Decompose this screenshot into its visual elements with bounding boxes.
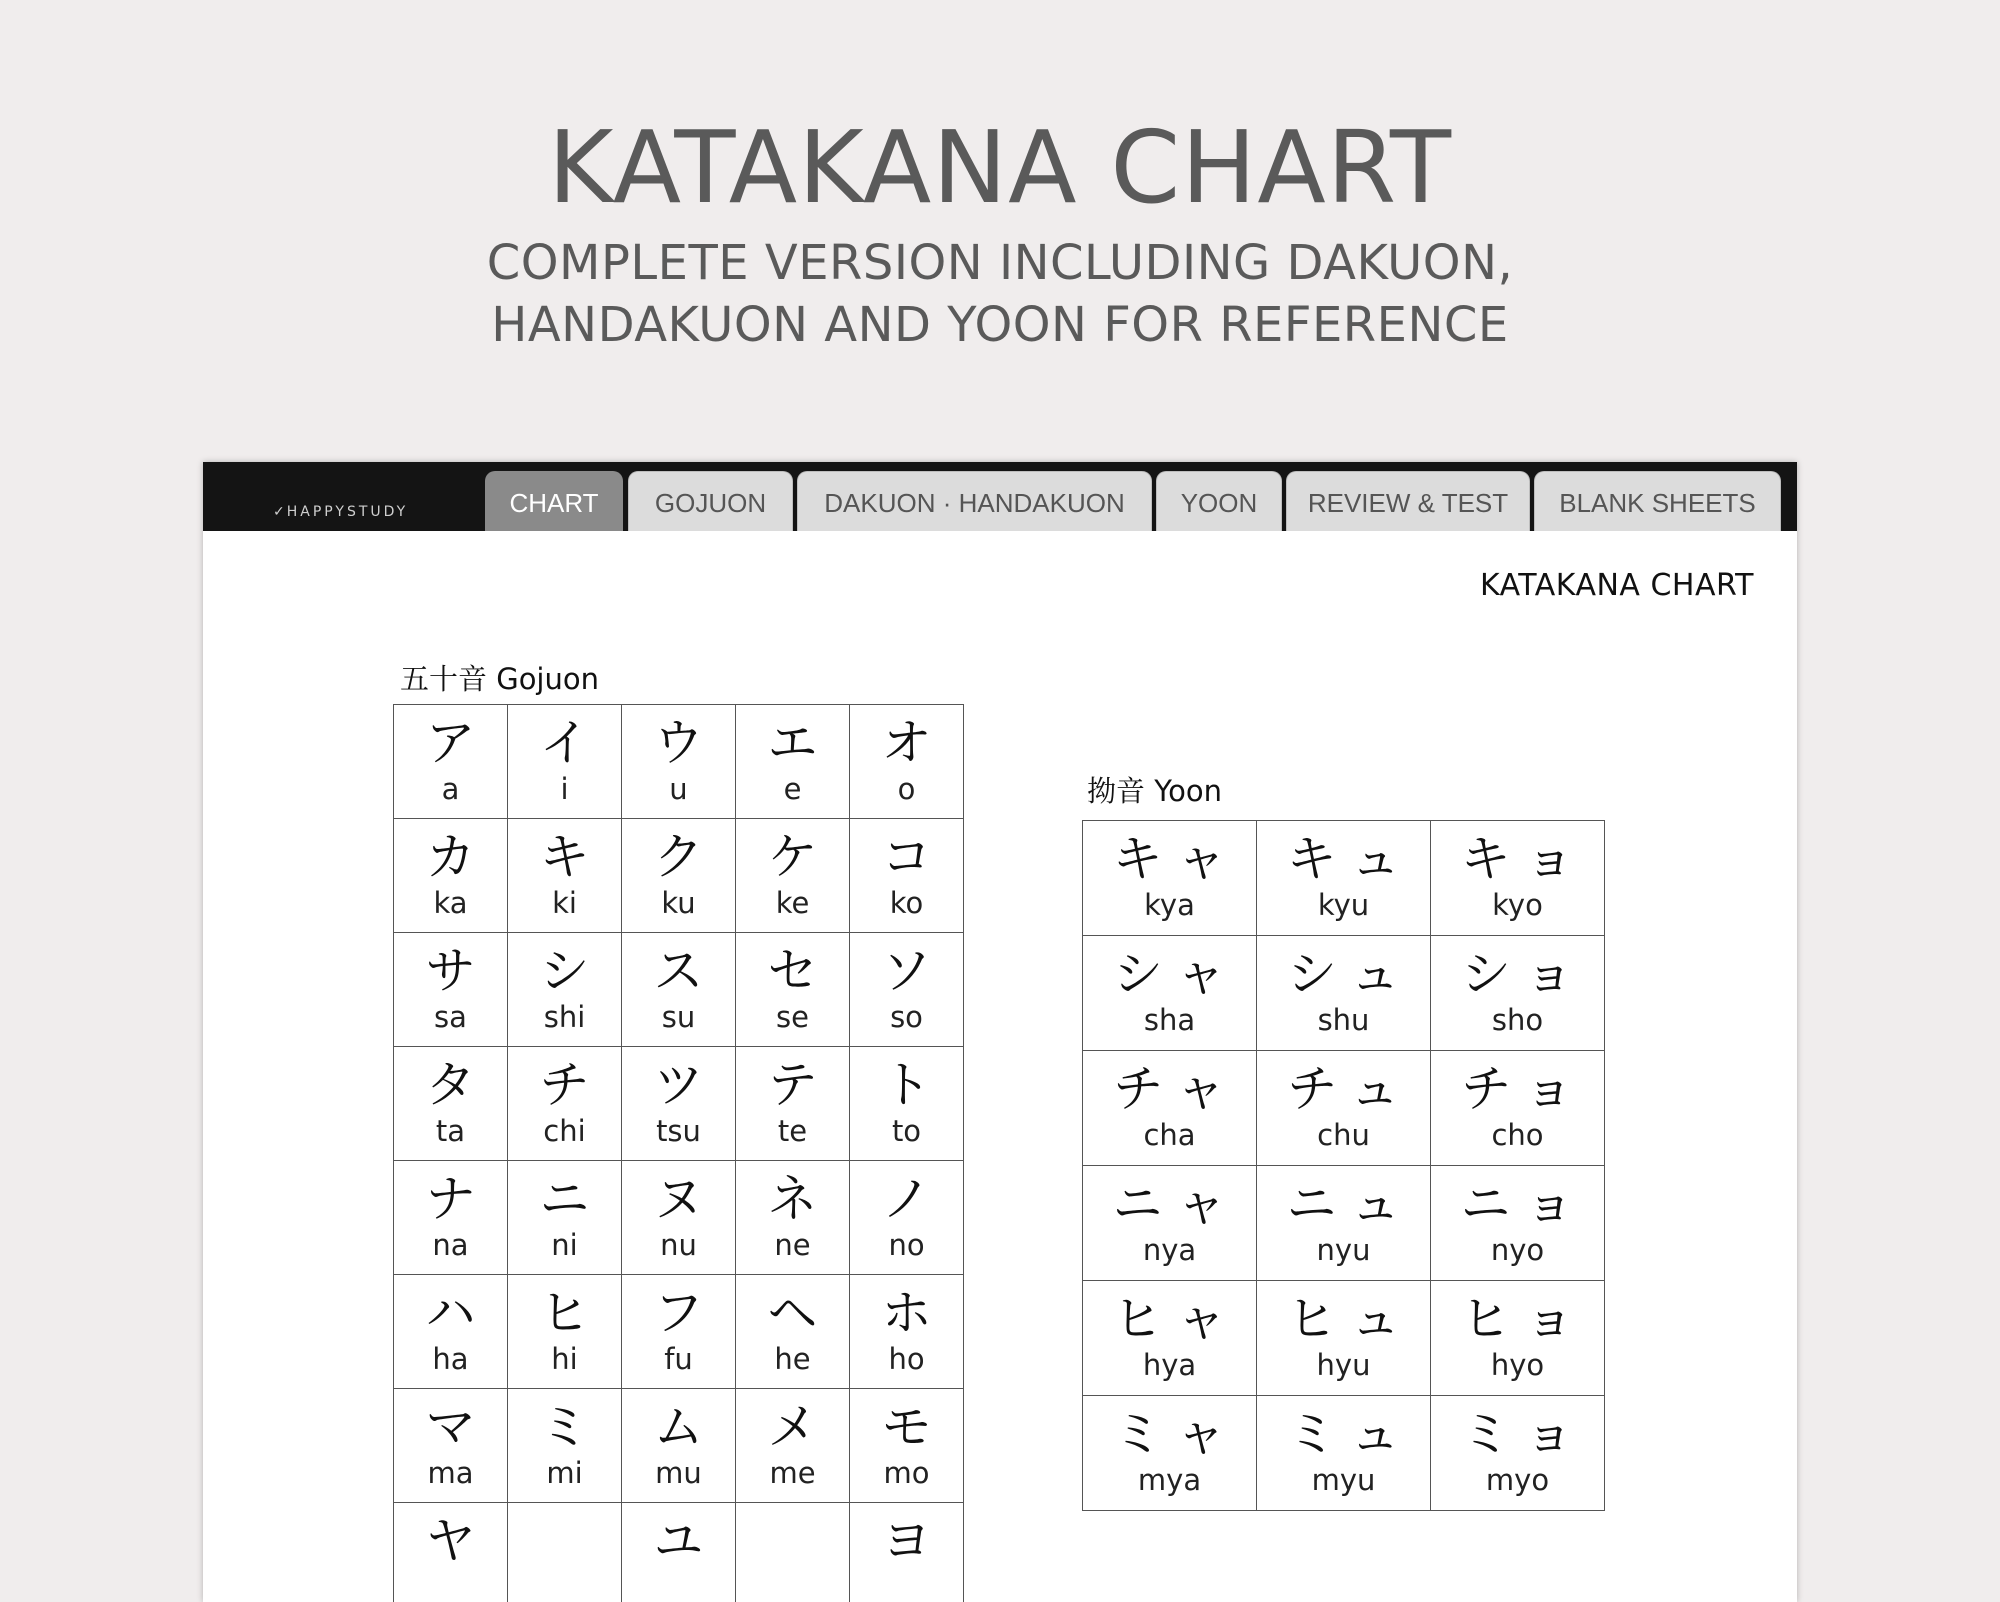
kana-character: ミャ	[1083, 1404, 1256, 1464]
romaji-label: sha	[1083, 1005, 1256, 1035]
kana-character: セ	[736, 941, 849, 1001]
kana-character: マ	[394, 1397, 507, 1457]
gojuon-cell	[736, 933, 850, 1047]
romaji-label: mu	[622, 1458, 735, 1488]
kana-character: ア	[394, 713, 507, 773]
gojuon-table	[393, 704, 964, 1602]
gojuon-cell	[394, 1275, 508, 1389]
kana-character: シャ	[1083, 944, 1256, 1004]
yoon-cell	[1083, 1281, 1257, 1396]
yoon-title: 拗音 Yoon	[1087, 769, 1222, 810]
kana-character: ヨ	[850, 1511, 963, 1571]
gojuon-row	[394, 1047, 964, 1161]
kana-character: モ	[850, 1397, 963, 1457]
kana-character: フ	[622, 1283, 735, 1343]
yoon-cell	[1257, 1051, 1431, 1166]
romaji-label: tsu	[622, 1116, 735, 1146]
kana-character	[508, 1511, 621, 1571]
gojuon-cell	[622, 819, 736, 933]
tab-dakuon-handakuon[interactable]: DAKUON · HANDAKUON	[797, 471, 1152, 531]
gojuon-cell	[394, 1047, 508, 1161]
hero-subtitle	[0, 232, 2000, 356]
romaji-label: me	[736, 1458, 849, 1488]
kana-character: ト	[850, 1055, 963, 1115]
romaji-label: sa	[394, 1002, 507, 1032]
romaji-label: nya	[1083, 1235, 1256, 1265]
gojuon-row	[394, 1503, 964, 1602]
romaji-label: ke	[736, 888, 849, 918]
kana-character: ツ	[622, 1055, 735, 1115]
yoon-cell	[1431, 1051, 1605, 1166]
gojuon-title: 五十音 Gojuon	[400, 657, 599, 698]
gojuon-cell	[850, 1503, 964, 1602]
gojuon-cell	[736, 705, 850, 819]
romaji-label: mo	[850, 1458, 963, 1488]
romaji-label: myu	[1257, 1465, 1430, 1495]
kana-character: ヒョ	[1431, 1289, 1604, 1349]
kana-character: シ	[508, 941, 621, 1001]
romaji-label: nyo	[1431, 1235, 1604, 1265]
tab-yoon[interactable]: YOON	[1156, 471, 1282, 531]
romaji-label: he	[736, 1344, 849, 1374]
gojuon-row	[394, 1389, 964, 1503]
gojuon-cell	[508, 1389, 622, 1503]
romaji-label: nu	[622, 1230, 735, 1260]
gojuon-cell	[622, 705, 736, 819]
romaji-label: hyo	[1431, 1350, 1604, 1380]
yoon-table	[1082, 820, 1605, 1511]
romaji-label: shu	[1257, 1005, 1430, 1035]
romaji-label: i	[508, 774, 621, 804]
kana-character: ヒュ	[1257, 1289, 1430, 1349]
romaji-label: ne	[736, 1230, 849, 1260]
romaji-label: se	[736, 1002, 849, 1032]
kana-character: ソ	[850, 941, 963, 1001]
hero-subtitle-line-2: HANDAKUON AND YOON FOR REFERENCE	[0, 294, 2000, 356]
kana-character: チョ	[1431, 1059, 1604, 1119]
romaji-label: ka	[394, 888, 507, 918]
tab-review-test[interactable]: REVIEW & TEST	[1286, 471, 1530, 531]
hero-subtitle-line-1: COMPLETE VERSION INCLUDING DAKUON,	[0, 232, 2000, 294]
kana-character: ミョ	[1431, 1404, 1604, 1464]
gojuon-cell	[736, 1503, 850, 1602]
gojuon-cell	[508, 1275, 622, 1389]
yoon-cell	[1431, 1396, 1605, 1511]
yoon-cell	[1431, 1281, 1605, 1396]
gojuon-cell	[394, 1161, 508, 1275]
kana-character: ホ	[850, 1283, 963, 1343]
gojuon-row	[394, 1275, 964, 1389]
yoon-row	[1083, 1396, 1605, 1511]
gojuon-cell	[508, 1161, 622, 1275]
kana-character: ネ	[736, 1169, 849, 1229]
romaji-label: shi	[508, 1002, 621, 1032]
kana-character	[736, 1511, 849, 1571]
romaji-label: hya	[1083, 1350, 1256, 1380]
gojuon-cell	[850, 1047, 964, 1161]
kana-character: ヒ	[508, 1283, 621, 1343]
gojuon-cell	[394, 705, 508, 819]
gojuon-cell	[394, 1503, 508, 1602]
gojuon-row	[394, 1161, 964, 1275]
kana-character: ニョ	[1431, 1174, 1604, 1234]
kana-character: ヒャ	[1083, 1289, 1256, 1349]
romaji-label: myo	[1431, 1465, 1604, 1495]
gojuon-cell	[736, 819, 850, 933]
gojuon-cell	[622, 1161, 736, 1275]
kana-character: ム	[622, 1397, 735, 1457]
romaji-label: su	[622, 1002, 735, 1032]
romaji-label: ko	[850, 888, 963, 918]
gojuon-cell	[508, 819, 622, 933]
yoon-row	[1083, 821, 1605, 936]
kana-character: ヌ	[622, 1169, 735, 1229]
romaji-label: a	[394, 774, 507, 804]
kana-character: ナ	[394, 1169, 507, 1229]
yoon-cell	[1083, 1051, 1257, 1166]
kana-character: イ	[508, 713, 621, 773]
gojuon-cell	[736, 1275, 850, 1389]
chart-sheet	[203, 462, 1797, 1602]
kana-character: タ	[394, 1055, 507, 1115]
tab-blank-sheets[interactable]: BLANK SHEETS	[1534, 471, 1781, 531]
yoon-cell	[1257, 821, 1431, 936]
gojuon-cell	[394, 1389, 508, 1503]
checkmark-icon: ✓	[273, 504, 285, 520]
romaji-label: o	[850, 774, 963, 804]
yoon-row	[1083, 1051, 1605, 1166]
kana-character: オ	[850, 713, 963, 773]
romaji-label: mi	[508, 1458, 621, 1488]
tab-bar	[203, 462, 1797, 531]
gojuon-row	[394, 705, 964, 819]
yoon-cell	[1257, 1166, 1431, 1281]
gojuon-cell	[394, 933, 508, 1047]
gojuon-cell	[850, 1389, 964, 1503]
kana-character: ニ	[508, 1169, 621, 1229]
gojuon-cell	[622, 1275, 736, 1389]
brand-name: HAPPYSTUDY	[287, 504, 409, 520]
kana-character: ス	[622, 941, 735, 1001]
gojuon-cell	[622, 1047, 736, 1161]
romaji-label: ki	[508, 888, 621, 918]
kana-character: シュ	[1257, 944, 1430, 1004]
kana-character: サ	[394, 941, 507, 1001]
kana-character: カ	[394, 827, 507, 887]
yoon-row	[1083, 936, 1605, 1051]
brand-logo	[273, 504, 408, 520]
tab-chart[interactable]: CHART	[485, 471, 623, 531]
kana-character: ミュ	[1257, 1404, 1430, 1464]
kana-character: チュ	[1257, 1059, 1430, 1119]
romaji-label: chi	[508, 1116, 621, 1146]
gojuon-cell	[508, 933, 622, 1047]
romaji-label: nyu	[1257, 1235, 1430, 1265]
kana-character: チ	[508, 1055, 621, 1115]
kana-character: チャ	[1083, 1059, 1256, 1119]
hero-title: KATAKANA CHART	[0, 108, 2000, 228]
romaji-label: sho	[1431, 1005, 1604, 1035]
yoon-cell	[1083, 821, 1257, 936]
gojuon-cell	[850, 705, 964, 819]
romaji-label: na	[394, 1230, 507, 1260]
gojuon-cell	[508, 1503, 622, 1602]
romaji-label: so	[850, 1002, 963, 1032]
gojuon-cell	[508, 1047, 622, 1161]
gojuon-cell	[622, 1503, 736, 1602]
kana-character: ニャ	[1083, 1174, 1256, 1234]
yoon-cell	[1083, 1396, 1257, 1511]
yoon-cell	[1431, 936, 1605, 1051]
romaji-label: kyo	[1431, 890, 1604, 920]
kana-character: ク	[622, 827, 735, 887]
kana-character: テ	[736, 1055, 849, 1115]
romaji-label: te	[736, 1116, 849, 1146]
kana-character: ショ	[1431, 944, 1604, 1004]
romaji-label: hyu	[1257, 1350, 1430, 1380]
romaji-label: fu	[622, 1344, 735, 1374]
gojuon-cell	[622, 933, 736, 1047]
page-label: KATAKANA CHART	[1480, 568, 1754, 603]
kana-character: キャ	[1083, 829, 1256, 889]
gojuon-cell	[736, 1389, 850, 1503]
kana-character: キュ	[1257, 829, 1430, 889]
kana-character: ユ	[622, 1511, 735, 1571]
yoon-row	[1083, 1166, 1605, 1281]
kana-character: ヘ	[736, 1283, 849, 1343]
yoon-cell	[1257, 1396, 1431, 1511]
romaji-label: hi	[508, 1344, 621, 1374]
romaji-label: no	[850, 1230, 963, 1260]
kana-character: エ	[736, 713, 849, 773]
gojuon-cell	[850, 1275, 964, 1389]
gojuon-cell	[850, 819, 964, 933]
kana-character: コ	[850, 827, 963, 887]
gojuon-cell	[850, 1161, 964, 1275]
yoon-cell	[1257, 936, 1431, 1051]
kana-character: ケ	[736, 827, 849, 887]
kana-character: ノ	[850, 1169, 963, 1229]
gojuon-row	[394, 933, 964, 1047]
kana-character: ハ	[394, 1283, 507, 1343]
romaji-label: cho	[1431, 1120, 1604, 1150]
kana-character: ウ	[622, 713, 735, 773]
yoon-cell	[1431, 1166, 1605, 1281]
kana-character: メ	[736, 1397, 849, 1457]
romaji-label: ni	[508, 1230, 621, 1260]
romaji-label: kyu	[1257, 890, 1430, 920]
yoon-cell	[1083, 936, 1257, 1051]
yoon-cell	[1431, 821, 1605, 936]
romaji-label: ha	[394, 1344, 507, 1374]
romaji-label: e	[736, 774, 849, 804]
gojuon-cell	[508, 705, 622, 819]
kana-character: キ	[508, 827, 621, 887]
gojuon-cell	[622, 1389, 736, 1503]
yoon-cell	[1083, 1166, 1257, 1281]
gojuon-cell	[394, 819, 508, 933]
gojuon-row	[394, 819, 964, 933]
romaji-label: ku	[622, 888, 735, 918]
gojuon-cell	[850, 933, 964, 1047]
romaji-label: kya	[1083, 890, 1256, 920]
kana-character: ニュ	[1257, 1174, 1430, 1234]
yoon-row	[1083, 1281, 1605, 1396]
kana-character: キョ	[1431, 829, 1604, 889]
romaji-label: to	[850, 1116, 963, 1146]
tab-gojuon[interactable]: GOJUON	[628, 471, 793, 531]
romaji-label: chu	[1257, 1120, 1430, 1150]
yoon-cell	[1257, 1281, 1431, 1396]
romaji-label: cha	[1083, 1120, 1256, 1150]
romaji-label: ho	[850, 1344, 963, 1374]
romaji-label: ma	[394, 1458, 507, 1488]
gojuon-cell	[736, 1161, 850, 1275]
romaji-label: mya	[1083, 1465, 1256, 1495]
kana-character: ヤ	[394, 1511, 507, 1571]
gojuon-cell	[736, 1047, 850, 1161]
romaji-label: u	[622, 774, 735, 804]
romaji-label: ta	[394, 1116, 507, 1146]
kana-character: ミ	[508, 1397, 621, 1457]
